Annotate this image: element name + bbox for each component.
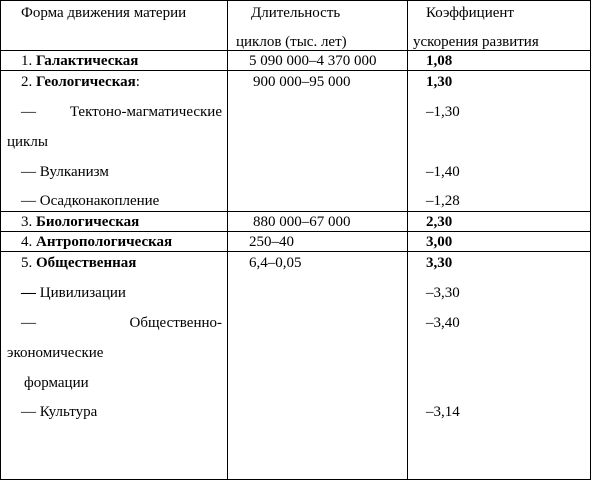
sub-volcanism-label: — Вулканизм xyxy=(21,164,109,180)
row1-bottom-border xyxy=(0,70,591,71)
header-coefficient-line2: ускорения развития xyxy=(413,34,539,50)
sub-formations-dash: — xyxy=(21,315,36,331)
row-social-name xyxy=(21,254,136,272)
row4-bottom-border xyxy=(0,251,591,252)
header-coefficient-line1: Коэффициент xyxy=(426,5,514,21)
row-geological-coef: 1,30 xyxy=(426,74,453,90)
row-title: Галактическая xyxy=(36,53,139,69)
sub-culture-label: — Культура xyxy=(21,404,98,420)
sub-sedimentation-coef: –1,28 xyxy=(426,193,460,209)
sub-culture-coef: –3,14 xyxy=(426,404,460,420)
row-anthropological-coef: 3,00 xyxy=(426,234,453,250)
row-anthropological-name xyxy=(21,233,172,251)
row-title-suffix: : xyxy=(135,74,140,90)
row-anthropological-duration: 250–40 xyxy=(249,234,294,250)
sub-sedimentation-label: — Осадконакопление xyxy=(21,193,160,209)
sub-label: Цивилизации xyxy=(39,285,126,301)
row-number: 3. xyxy=(21,214,33,230)
row-galactic-duration: 5 090 000–4 370 000 xyxy=(249,53,377,69)
row-geological-name xyxy=(21,73,140,91)
sub-volcanism-coef: –1,40 xyxy=(426,164,460,180)
row-social-coef: 3,30 xyxy=(426,255,453,271)
table-left-border xyxy=(0,0,1,480)
column-divider-2 xyxy=(407,0,408,480)
row-title: Антропологическая xyxy=(36,234,173,250)
table-bottom-border xyxy=(0,479,591,480)
sub-civilizations-label xyxy=(21,284,126,302)
sub-formations-label-cont: экономические xyxy=(7,345,104,361)
row2-bottom-border xyxy=(0,211,591,212)
sub-civilizations-coef: –3,30 xyxy=(426,285,460,301)
sub-formations-label: Общественно- xyxy=(129,315,222,331)
row-number: 2. xyxy=(21,74,33,90)
row-biological-name xyxy=(21,213,139,231)
row-biological-duration: 880 000–67 000 xyxy=(253,214,351,230)
row-biological-coef: 2,30 xyxy=(426,214,453,230)
row-number: 4. xyxy=(21,234,33,250)
sub-dash: — xyxy=(21,285,36,301)
column-divider-1 xyxy=(227,0,228,480)
sub-formations-coef: –3,40 xyxy=(426,315,460,331)
header-material-form: Форма движения материи xyxy=(21,5,187,21)
sub-tectonic-dash: — xyxy=(21,104,36,120)
sub-tectonic-label: Тектоно-магматические xyxy=(69,104,222,120)
header-duration-line2: циклов (тыс. лет) xyxy=(236,34,347,50)
table-top-border xyxy=(0,0,591,1)
row-galactic-coef: 1,08 xyxy=(426,53,453,69)
row-title: Биологическая xyxy=(36,214,140,230)
sub-tectonic-coef: –1,30 xyxy=(426,104,460,120)
row-geological-duration: 900 000–95 000 xyxy=(253,74,351,90)
row-social-duration: 6,4–0,05 xyxy=(249,255,302,271)
row-number: 5. xyxy=(21,255,33,271)
row-title: Геологическая xyxy=(36,74,136,90)
header-duration-line1: Длительность xyxy=(251,5,341,21)
sub-formations-label-cont2: формации xyxy=(24,375,89,391)
sub-tectonic-label-cont: циклы xyxy=(7,134,48,150)
row3-bottom-border xyxy=(0,231,591,232)
row-number: 1. xyxy=(21,53,33,69)
row-title: Общественная xyxy=(36,255,137,271)
row-galactic-name xyxy=(21,52,138,70)
